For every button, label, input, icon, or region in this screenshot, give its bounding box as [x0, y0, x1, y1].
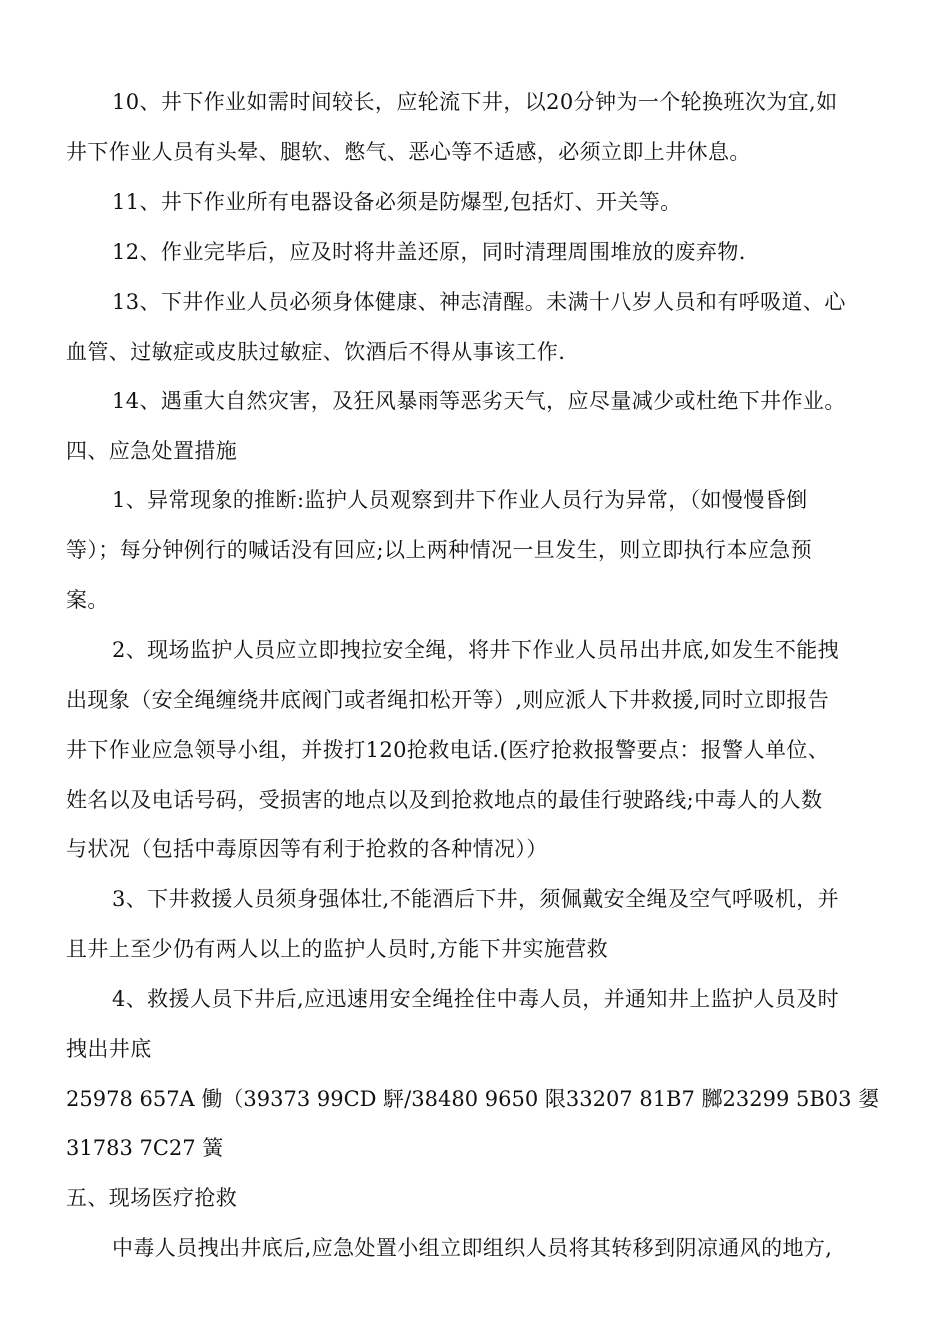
emergency-2-line-5: 与状况（包括中毒原因等有利于抢救的各种情况））: [66, 837, 548, 861]
emergency-4-line-2: 拽出井底: [66, 1037, 152, 1061]
paragraph-10-line-2: 井下作业人员有头晕、腿软、憋气、恶心等不适感，必须立即上井休息。: [66, 140, 751, 164]
section-5-heading: 五、现场医疗抢救: [66, 1186, 238, 1210]
emergency-2-line-4: 姓名以及电话号码，受损害的地点以及到抢救地点的最佳行驶路线;中毒人的人数: [66, 788, 823, 812]
code-string-line-1: 25978 657A 働（39373 99CD 駍/38480 9650 限33207 81B7 膷23299 5B03 嬃: [66, 1087, 880, 1111]
paragraph-10-line-1: 10、井下作业如需时间较长，应轮流下井，以20分钟为一个轮换班次为宜,如: [112, 90, 838, 114]
paragraph-13-line-1: 13、下井作业人员必须身体健康、神志清醒。未满十八岁人员和有呼吸道、心: [112, 290, 846, 314]
paragraph-12: 12、作业完毕后，应及时将井盖还原，同时清理周围堆放的废弃物.: [112, 240, 746, 264]
medical-rescue-line-1: 中毒人员拽出井底后,应急处置小组立即组织人员将其转移到阴凉通风的地方,: [112, 1236, 833, 1260]
paragraph-14: 14、遇重大自然灾害，及狂风暴雨等恶劣天气，应尽量减少或杜绝下井作业。: [112, 389, 846, 413]
emergency-4-line-1: 4、救援人员下井后,应迅速用安全绳拴住中毒人员，并通知井上监护人员及时: [112, 987, 840, 1011]
emergency-3-line-2: 且井上至少仍有两人以上的监护人员时,方能下井实施营救: [66, 937, 609, 961]
emergency-1-line-3: 案。: [66, 588, 109, 612]
emergency-2-line-2: 出现象（安全绳缠绕井底阀门或者绳扣松开等）,则应派人下井救援,同时立即报告: [66, 688, 830, 712]
emergency-2-line-1: 2、现场监护人员应立即拽拉安全绳，将井下作业人员吊出井底,如发生不能拽: [112, 638, 840, 662]
emergency-3-line-1: 3、下井救援人员须身强体壮,不能酒后下井，须佩戴安全绳及空气呼吸机，并: [112, 887, 840, 911]
paragraph-11: 11、井下作业所有电器设备必须是防爆型,包括灯、开关等。: [112, 190, 682, 214]
paragraph-13-line-2: 血管、过敏症或皮肤过敏症、饮酒后不得从事该工作.: [66, 340, 566, 364]
code-string-line-2: 31783 7C27 簧: [66, 1136, 224, 1160]
emergency-2-line-3: 井下作业应急领导小组，并拨打120抢救电话.(医疗抢救报警要点：报警人单位、: [66, 738, 830, 762]
section-4-heading: 四、应急处置措施: [66, 439, 238, 463]
emergency-1-line-2: 等）；每分钟例行的喊话没有回应;以上两种情况一旦发生，则立即执行本应急预: [66, 538, 812, 562]
emergency-1-line-1: 1、异常现象的推断:监护人员观察到井下作业人员行为异常，（如慢慢昏倒: [112, 488, 808, 512]
